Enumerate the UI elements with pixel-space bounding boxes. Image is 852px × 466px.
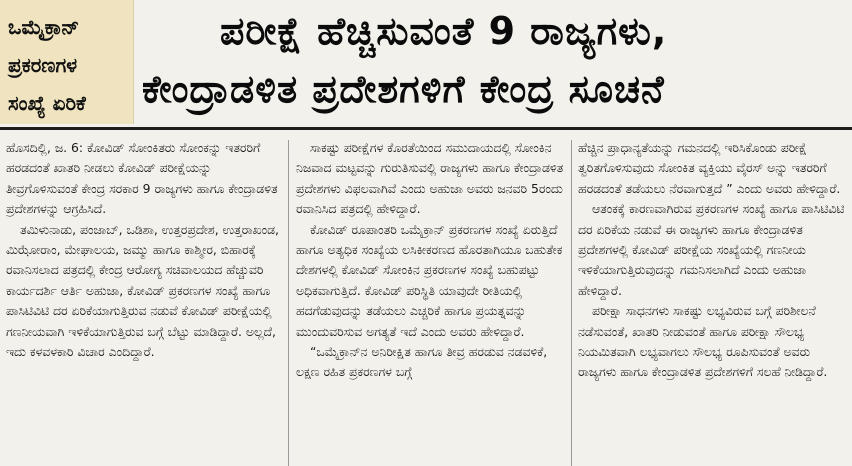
kicker-line: ಒಮೈಕ್ರಾನ್ (8, 15, 80, 39)
paragraph: ಹೆಚ್ಚಿನ ಪ್ರಾಧಾನ್ಯತೆಯನ್ನು ಗಮನದಲ್ಲಿ ಇರಿಸಿಕೊಂಡು ಪರೀಕ್ಷೆ ತ್ವರಿತಗೊಳಿಸುವುದು ಸೋಂಕಿತ ವ್ಯಕ್ತಿಯು ವೈರಸ್ ಅನ್ನು ಇತರರಿಗೆ ಹರಡದಂತೆ ತಡೆಯಲು ನೆರವಾಗುತ್ತದೆ ” ಎಂದು ಅವರು ಹೇಳಿದ್ದಾರೆ. (578, 140, 841, 196)
article-column-2 (296, 138, 564, 466)
article-column-1 (6, 138, 282, 466)
paragraph: ಕೋವಿಡ್ ರೂಪಾಂತರಿ ಒಮೈಕ್ರಾನ್ ಪ್ರಕರಣಗಳ ಸಂಖ್ಯೆ ಏರುತ್ತಿದೆ ಹಾಗೂ ಅತ್ಯಧಿಕ ಸಂಖ್ಯೆಯ ಲಸಿಕೀಕರಣದ ಹೊರತಾಗಿಯೂ ಬಹುತೇಕ ದೇಶಗಳಲ್ಲಿ ಕೋವಿಡ್ ಸೋಂಕಿನ ಪ್ರಕರಣಗಳ ಸಂಖ್ಯೆ ಬಹುಪಟ್ಟು ಅಧಿಕವಾಗುತ್ತಿದೆ. ಕೋವಿಡ್ ಪರಿಸ್ಥಿತಿ ಯಾವುದೇ ರೀತಿಯಲ್ಲಿ ಹದಗೆಡುವುದನ್ನು ತಡೆಯಲು ಎಚ್ಚರಿಕೆ ಹಾಗೂ ಪ್ರಯತ್ನವನ್ನು ಮುಂದುವರಿಸುವ ಅಗತ್ಯತೆ ಇದೆ ಎಂದು ಅವರು ಹೇಳಿದ್ದಾರೆ. (296, 221, 563, 339)
headline-line: ಪರೀಕ್ಷೆ ಹೆಚ್ಚಿಸುವಂತೆ 9 ರಾಜ್ಯಗಳು, (220, 9, 668, 53)
paragraph: ತಮಿಳುನಾಡು, ಪಂಜಾಬ್, ಒಡಿಶಾ, ಉತ್ತರಪ್ರದೇಶ, ಉತ್ತರಾಖಂಡ, ಮಿಝೋರಾಂ, ಮೇಘಾಲಯ, ಜಮ್ಮು ಹಾಗೂ ಕಾಶ್ಮೀರ, ಬಿಹಾರಕ್ಕೆ ರವಾನಿಸಲಾದ ಪತ್ರದಲ್ಲಿ ಕೇಂದ್ರ ಆರೋಗ್ಯ ಸಚಿವಾಲಯದ ಹೆಚ್ಚುವರಿ ಕಾರ್ಯದರ್ಶಿ ಆರ್ತಿ ಅಹುಜಾ, ಕೋವಿಡ್ ಪ್ರಕರಣಗಳ ಸಂಖ್ಯೆ ಹಾಗೂ ಪಾಸಿಟಿವಿಟಿ ದರ ಏರಿಕೆಯಾಗುತ್ತಿರುವ ನಡುವೆ ಕೋವಿಡ್ ಪರೀಕ್ಷೆಯಲ್ಲಿ ಗಣನೀಯವಾಗಿ ಇಳಿಕೆಯಾಗುತ್ತಿರುವ ಬಗ್ಗೆ ಬೆಟ್ಟು ಮಾಡಿದ್ದಾರೆ. ಅಲ್ಲದೆ, ಇದು ಕಳವಳಕಾರಿ ವಿಚಾರ ಎಂದಿದ್ದಾರೆ. (6, 221, 279, 360)
headline-line: ಕೇಂದ್ರಾಡಳಿತ ಪ್ರದೇಶಗಳಿಗೆ ಕೇಂದ್ರ ಸೂಚನೆ (142, 67, 665, 111)
paragraph: ಪರೀಕ್ಷಾ ಸಾಧನಗಳು ಸಾಕಷ್ಟು ಲಭ್ಯವಿರುವ ಬಗ್ಗೆ ಪರಿಶೀಲನೆ ನಡೆಸುವಂತೆ, ಖಾತರಿ ನೀಡುವಂತೆ ಹಾಗೂ ಪರೀಕ್ಷಾ ಸೌಲಭ್ಯ ನಿಯಮಿತವಾಗಿ ಲಭ್ಯವಾಗಲು ಸೌಲಭ್ಯ ರೂಪಿಸುವಂತೆ ಅವರು ರಾಜ್ಯಗಳು ಹಾಗೂ ಕೇಂದ್ರಾಡಳಿತ ಪ್ರದೇಶಗಳಿಗೆ ಸಲಹೆ ನೀಡಿದ್ದಾರೆ. (578, 303, 828, 380)
article-column-3 (578, 138, 846, 466)
paragraph: “ಒಮೈಕ್ರಾನ್‌ನ ಅನಿರೀಕ್ಷಿತ ಹಾಗೂ ತೀವ್ರ ಹರಡುವ ನಡವಳಿಕೆ, ಲಕ್ಷಣ ರಹಿತ ಪ್ರಕರಣಗಳ ಬಗ್ಗೆ (296, 344, 548, 380)
kicker-line: ಪ್ರಕರಣಗಳ (8, 53, 78, 77)
headline (142, 2, 848, 124)
kicker-line: ಸಂಖ್ಯೆ ಏರಿಕೆ (8, 91, 86, 115)
column-divider (571, 140, 572, 466)
headline-rule (0, 127, 852, 130)
column-divider (288, 140, 289, 466)
paragraph: ಆತಂಕಕ್ಕೆ ಕಾರಣವಾಗಿರುವ ಪ್ರಕರಣಗಳ ಸಂಖ್ಯೆ ಹಾಗೂ ಪಾಸಿಟಿವಿಟಿ ದರ ಏರಿಕೆಯ ನಡುವೆ ಈ ರಾಜ್ಯಗಳು ಹಾಗೂ ಕೇಂದ್ರಾಡಳಿತ ಪ್ರದೇಶಗಳಲ್ಲಿ ಕೋವಿಡ್ ಪರೀಕ್ಷೆಯ ಸಂಖ್ಯೆಯಲ್ಲಿ ಗಣನೀಯ ಇಳಿಕೆಯಾಗುತ್ತಿರುವುದನ್ನು ಗಮನಿಸಲಾಗಿದೆ ಎಂದು ಅಹುಜಾ ಹೇಳಿದ್ದಾರೆ. (578, 201, 845, 298)
kicker-box (0, 0, 134, 124)
paragraph: ಸಾಕಷ್ಟು ಪರೀಕ್ಷೆಗಳ ಕೊರತೆಯಿಂದ ಸಮುದಾಯದಲ್ಲಿ ಸೋಂಕಿನ ನಿಜವಾದ ಮಟ್ಟವನ್ನು ಗುರುತಿಸುವಲ್ಲಿ ರಾಜ್ಯಗಳು ಹಾಗೂ ಕೇಂದ್ರಾಡಳಿತ ಪ್ರದೇಶಗಳು ವಿಫಲವಾಗಿವೆ ಎಂದು ಅಹುಜಾ ಅವರು ಜನವರಿ 5ರಂದು ರವಾನಿಸಿದ ಪತ್ರದಲ್ಲಿ ಹೇಳಿದ್ದಾರೆ. (296, 140, 564, 217)
paragraph: ಹೊಸದಿಲ್ಲಿ, ಜ. 6: ಕೋವಿಡ್ ಸೋಂಕಿತರು ಸೋಂಕನ್ನು ಇತರರಿಗೆ ಹರಡದಂತೆ ಖಾತರಿ ನೀಡಲು ಕೋವಿಡ್ ಪರೀಕ್ಷೆಯನ್ನು ತೀವ್ರಗೊಳಿಸುವಂತೆ ಕೇಂದ್ರ ಸರಕಾರ 9 ರಾಜ್ಯಗಳು ಹಾಗೂ ಕೇಂದ್ರಾಡಳಿತ ಪ್ರದೇಶಗಳನ್ನು ಆಗ್ರಹಿಸಿದೆ. (6, 140, 278, 217)
